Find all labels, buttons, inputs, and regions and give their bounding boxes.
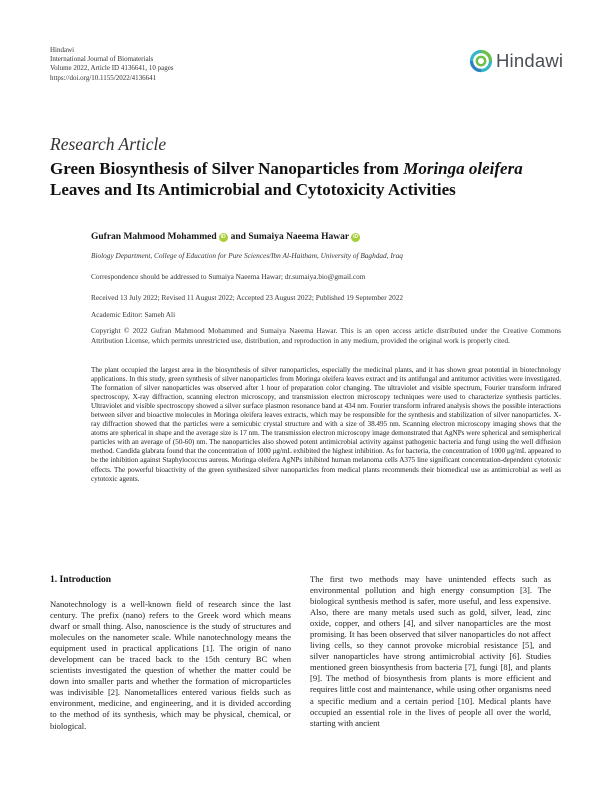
author-2[interactable]: Sumaiya Naeema Hawar <box>248 232 350 242</box>
doi-link[interactable]: https://doi.org/10.1155/2022/4136641 <box>50 73 157 82</box>
author-1[interactable]: Gufran Mahmood Mohammed <box>91 232 217 242</box>
publication-dates: Received 13 July 2022; Revised 11 August 2022; Accepted 23 August 2022; Published 19 September 2022 <box>91 293 404 302</box>
body-column-right: The first two methods may have unintended effects such as environmental pollution and high energy consumption [3]. The biological synthesis method is safer, more useful, and less expensive. Also, there are many metals used such as gold, silver, lead, zinc oxide, copper, and others [4], and silver nanoparticles are the most promising. It has been observed that silver nanoparticles do not affect living cells, so they cannot provoke microbial resistance [5], and silver nanoparticles have strong antimicrobial activity [6]. Studies mentioned green biosynthesis from bacteria [7], fungi [8], and plants [9]. The method of biosynthesis from plants is more efficient and requires little cost and maintenance, while using other organisms need a specific medium and a certain period [10]. Medical plants have occupied an essential role in the lives of people all over the world, starting with ancient <box>310 574 551 728</box>
copyright-notice: Copyright © 2022 Gufran Mahmood Mohammed and Sumaiya Naeema Hawar. This is an open access article distributed under the Creative Commons Attribution License, which permits unrestricted use, distribution, and reproduction in any medium, provided the original work is properly cited. <box>91 326 561 345</box>
section-heading-introduction: 1. Introduction <box>50 575 112 585</box>
academic-editor: Academic Editor: Sameh Ali <box>91 310 176 319</box>
title-part-1: Green Biosynthesis of Silver Nanoparticles from <box>50 159 404 178</box>
title-species: Moringa oleifera <box>403 159 523 178</box>
correspondence: Correspondence should be addressed to Sumaiya Naeema Hawar; dr.sumaiya.bio@gmail.com <box>91 272 366 281</box>
orcid-icon[interactable]: iD <box>220 234 226 240</box>
publisher-name: Hindawi <box>50 46 75 54</box>
abstract: The plant occupied the largest area in the biosynthesis of silver nanoparticles, especially the medicinal plants, and it has shown great potential in biotechnology applications. In this study, green synthesis of silver nanoparticles from Moringa oleifera leaves extract and its antifungal and antitumor activities were investigated. The formation of silver nanoparticles was observed after 1 hour of preparation color changing. The ultraviolet and visible spectrum, Fourier transform infrared spectroscopy, X-ray diffraction, scanning electron microscopy, and transmission electron microscopy techniques were used to characterize synthesis particles. Ultraviolet and visible spectroscopy showed a silver surface plasmon resonance band at 434 nm. Fourier transform infrared analysis shows the possible interactions between silver and bioactive molecules in Moringa oleifera leaves extracts, which may be responsible for the synthesis and stabilization of silver nanoparticles. X-ray diffraction showed that the particles were a semicubic crystal structure and with a size of 38.495 nm. Scanning electron microscopy imaging shows that the atoms are spherical in shape and the average size is 17 nm. The transmission electron microscopy image demonstrated that AgNPs were spherical and semispherical particles with an average of (50-60) nm. The nanoparticles also showed potent antimicrobial activity against pathogenic bacteria and fungi using the well diffusion method. Candida glabrata found that the concentration of 1000 μg/mL exhibited the highest inhibition. As for bacteria, the concentration of 1000 μg/mL appeared to be the inhibition against Staphylococcus aureus. Moringa oleifera AgNPs inhibited human melanoma cells A375 line significant concentration-dependent cytotoxic effects. The powerful bioactivity of the green synthesized silver nanoparticles from medical plants recommends their biomedical use as antimicrobial as well as cytotoxic agents. <box>91 366 561 483</box>
journal-info <box>50 46 174 83</box>
article-type: Research Article <box>50 134 167 154</box>
journal-name: International Journal of Biomaterials <box>50 55 154 64</box>
volume-info: Volume 2022, Article ID 4136641, 10 pages <box>50 64 174 73</box>
hindawi-logo-icon <box>469 49 493 73</box>
title-part-2: Leaves and Its Antimicrobial and Cytotoxicity Activities <box>50 180 456 199</box>
author-joiner: and <box>230 232 246 242</box>
affiliation: Biology Department, College of Education for Pure Sciences/Ibn Al-Haitham, University of Baghdad, Iraq <box>91 251 403 260</box>
hindawi-brand <box>469 49 563 73</box>
body-column-left: Nanotechnology is a well-known field of research since the last century. The prefix (nano) refers to the Greek word which means dwarf or small thing. Also, nanoscience is the study of structures and molecules on the nanometer scale. While nanotechnology means the equipment used in practical applications [1]. The origin of nano development can be traced back to the 15th century BC when scientists investigated the question of whether the matter could be down into smaller parts and whether the formation of microparticles was indivisible [2]. Nanometallices entered various fields such as environment, medicine, and engineering, and it is divided according to the method of its synthesis, which may be physical, chemical, or biological. <box>50 599 291 731</box>
hindawi-wordmark: Hindawi <box>496 50 564 71</box>
article-title <box>50 158 570 200</box>
orcid-icon[interactable]: iD <box>353 234 359 240</box>
author-list <box>91 232 363 242</box>
